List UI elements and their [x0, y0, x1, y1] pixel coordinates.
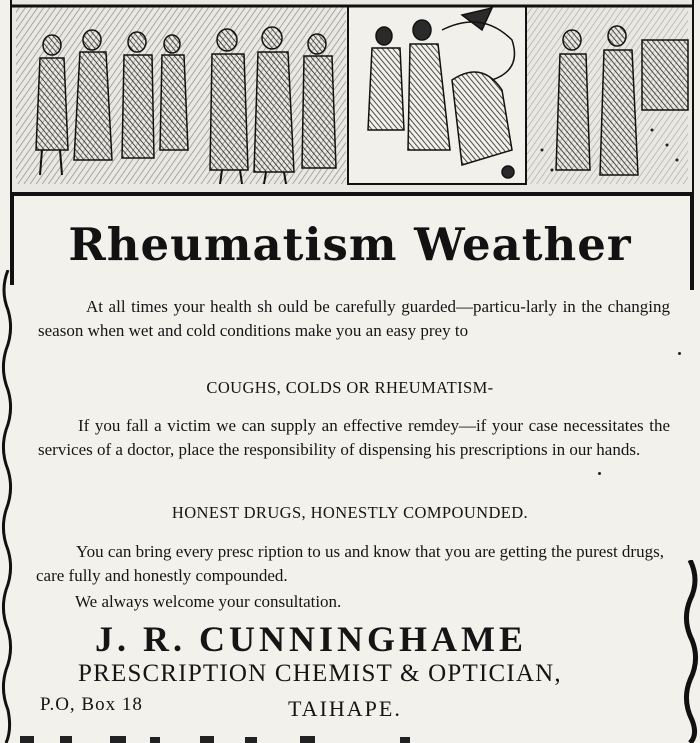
town-name: TAIHAPE.	[288, 696, 402, 721]
bottom-cut-text	[0, 732, 700, 743]
body-paragraph: If you fall a victim we can supply an effective remdey—if your case necessitates the services of a doctor, place the responsibility of dispensing his prescriptions in our hands.	[38, 416, 670, 459]
ailments-line: COUGHS, COLDS OR RHEUMATISM-	[206, 378, 494, 397]
intro-paragraph: At all times your health sh ould be carefully guarded—particu-larly in the changing season when wet and cold conditions make you an easy prey to	[38, 297, 670, 340]
po-box: P.O, Box 18	[40, 694, 143, 715]
closing-line-2: We always welcome your consultation.	[75, 592, 342, 611]
proprietor-name: J. R. CUNNINGHAME	[95, 619, 527, 659]
print-speck	[678, 352, 681, 355]
headline: Rheumatism Weather	[68, 218, 632, 271]
torn-edge-right	[680, 560, 700, 743]
header-illustration	[12, 0, 692, 196]
profession-line: PRESCRIPTION CHEMIST & OPTICIAN,	[78, 660, 562, 687]
closing-paragraph: You can bring every presc ription to us and know that you are getting the purest drugs, care fully and honestly compounded.	[36, 542, 664, 585]
print-speck	[598, 472, 601, 475]
motto-line: HONEST DRUGS, HONESTLY COMPOUNDED.	[171, 503, 529, 522]
